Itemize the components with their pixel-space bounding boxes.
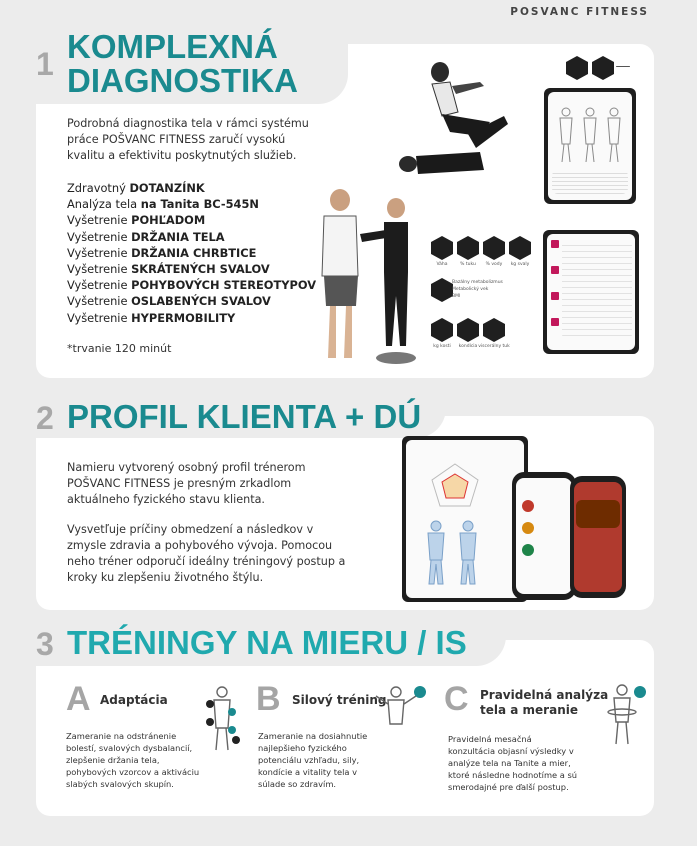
body-outline-chart xyxy=(552,104,628,164)
adaptation-line1: Zameranie na odstránenie xyxy=(66,731,177,741)
label-visceral: viscerálny tuk xyxy=(478,344,510,349)
label-bmi: BMI xyxy=(452,294,461,299)
result-tile-4 xyxy=(551,318,559,326)
section2-p2-line3: neho tréner odporučí ideálny tréningový postup a xyxy=(67,555,346,568)
label-water: % vody xyxy=(485,262,503,267)
section1-number: 1 xyxy=(36,46,54,82)
strength-line3: potenciálu vzhľadu, sily, xyxy=(258,755,360,765)
list-item: Vyšetrenie HYPERMOBILITY xyxy=(67,310,236,325)
label-fitness: kondícia xyxy=(458,344,478,349)
section2-p2-line1: Vysvetľuje príčiny obmedzení a následkov v xyxy=(67,523,314,536)
diagnostics-list xyxy=(67,180,316,326)
body-anatomy-graphic xyxy=(418,520,488,586)
phone-tile-orange xyxy=(522,522,534,534)
strength-line1: Zameranie na dosiahnutie xyxy=(258,731,368,741)
adaptation-line5: slabých svalových skupín. xyxy=(66,779,174,789)
section1-title-line1: KOMPLEXNÁ xyxy=(67,28,278,65)
section1-title-line2: DIAGNOSTIKA xyxy=(67,62,298,99)
adaptation-line2: bolestí, svalových dysbalancií, xyxy=(66,743,193,753)
radar-chart-graphic xyxy=(430,462,480,508)
list-item: Vyšetrenie OSLABENÝCH SVALOV xyxy=(67,294,271,309)
label-metabolic-age: Metabolický vek xyxy=(452,287,489,292)
analysis-line4: ktoré následne hodnotíme a sú xyxy=(448,770,578,780)
strength-line2: najlepšieho fyzického xyxy=(258,743,347,753)
phone-right-screen xyxy=(574,482,622,592)
list-item: Vyšetrenie SKRÁTENÝCH SVALOV xyxy=(67,262,270,277)
result-tile-2 xyxy=(551,266,559,274)
section1-intro-line1: Podrobná diagnostika tela v rámci systému xyxy=(67,117,309,130)
list-item: Vyšetrenie DRŽANIA TELA xyxy=(67,229,225,244)
adaptation-line4: pohybových vzorcov a aktiváciu xyxy=(66,767,200,777)
list-item: Vyšetrenie POHĽADOM xyxy=(67,213,206,228)
label-bmr: Bazálny metabolizmus xyxy=(452,280,503,285)
section2-p1-line2: POŠVANC FITNESS je presným zrkadlom xyxy=(67,477,292,490)
duration-note: *trvanie 120 minút xyxy=(67,342,172,355)
strength-line4: kondície a vitality tela v xyxy=(258,767,358,777)
adaptation-title: Adaptácia xyxy=(100,693,168,707)
stretching-photo xyxy=(380,52,550,182)
section2-number: 2 xyxy=(36,400,54,436)
letter-b: B xyxy=(256,680,281,718)
section1-intro-line2: práce POŠVANC FITNESS zaručí vysokú xyxy=(67,133,286,146)
letter-a: A xyxy=(66,680,91,718)
strength-icon xyxy=(374,684,428,734)
label-fat: % tuku xyxy=(460,262,476,267)
phone-tile-red xyxy=(522,500,534,512)
analysis-line5: smerodajné pre ďalší postup. xyxy=(448,782,569,792)
list-item: Vyšetrenie DRŽANIA CHRBTICE xyxy=(67,245,257,260)
section1-intro-line3: kvalitu a efektivitu poskytnutých služieb. xyxy=(67,149,297,162)
adaptation-line3: zlepšenie držania tela, xyxy=(66,755,160,765)
exercise-image xyxy=(576,500,620,528)
analysis-title-line2: tela a meranie xyxy=(480,703,578,717)
measurement-icon xyxy=(604,682,648,746)
list-item: Zdravotný DOTANZÍNK xyxy=(67,181,205,195)
result-lines xyxy=(562,240,632,340)
strength-title: Silový tréning xyxy=(292,693,387,707)
result-tile-3 xyxy=(551,292,559,300)
label-weight: Váha xyxy=(436,262,448,267)
hex-connector xyxy=(616,66,630,67)
trainers-photo xyxy=(310,186,430,368)
list-item: Vyšetrenie POHYBOVÝCH STEREOTYPOV xyxy=(67,278,317,293)
section3-title: TRÉNINGY NA MIERU / IS xyxy=(67,624,467,661)
section2-p1-line3: aktuálneho fyzického stavu klienta. xyxy=(67,493,265,506)
label-muscle: kg svaly xyxy=(510,262,530,267)
analysis-title-line1: Pravidelná analýza xyxy=(480,688,609,702)
brand-logo: POSVANC FITNESS xyxy=(510,6,649,18)
analysis-line2: konzultácia objasní výsledky v xyxy=(448,746,574,756)
label-bone: kg kosti xyxy=(433,344,451,349)
analysis-line1: Pravidelná mesačná xyxy=(448,734,532,744)
section3-number: 3 xyxy=(36,626,54,662)
result-tile-1 xyxy=(551,240,559,248)
analysis-line3: analýze tela na Tanite a mier, xyxy=(448,758,571,768)
section2-p1-line1: Namieru vytvorený osobný profil trénerom xyxy=(67,461,306,474)
section2-title: PROFIL KLIENTA + DÚ xyxy=(67,398,422,435)
report-lines xyxy=(552,170,628,194)
phone-tile-green xyxy=(522,544,534,556)
adaptation-body-icon xyxy=(202,684,242,752)
list-item: Analýza tela na Tanita BC-545N xyxy=(67,197,259,212)
section2-p2-line2: zmysle zdravia a pohybového vývoja. Pomocou xyxy=(67,539,333,552)
strength-line5: súlade so zdravím. xyxy=(258,779,337,789)
letter-c: C xyxy=(444,680,469,718)
section2-p2-line4: kroky ku zlepšeniu životného štýlu. xyxy=(67,571,264,584)
phone-left-screen xyxy=(516,478,572,594)
